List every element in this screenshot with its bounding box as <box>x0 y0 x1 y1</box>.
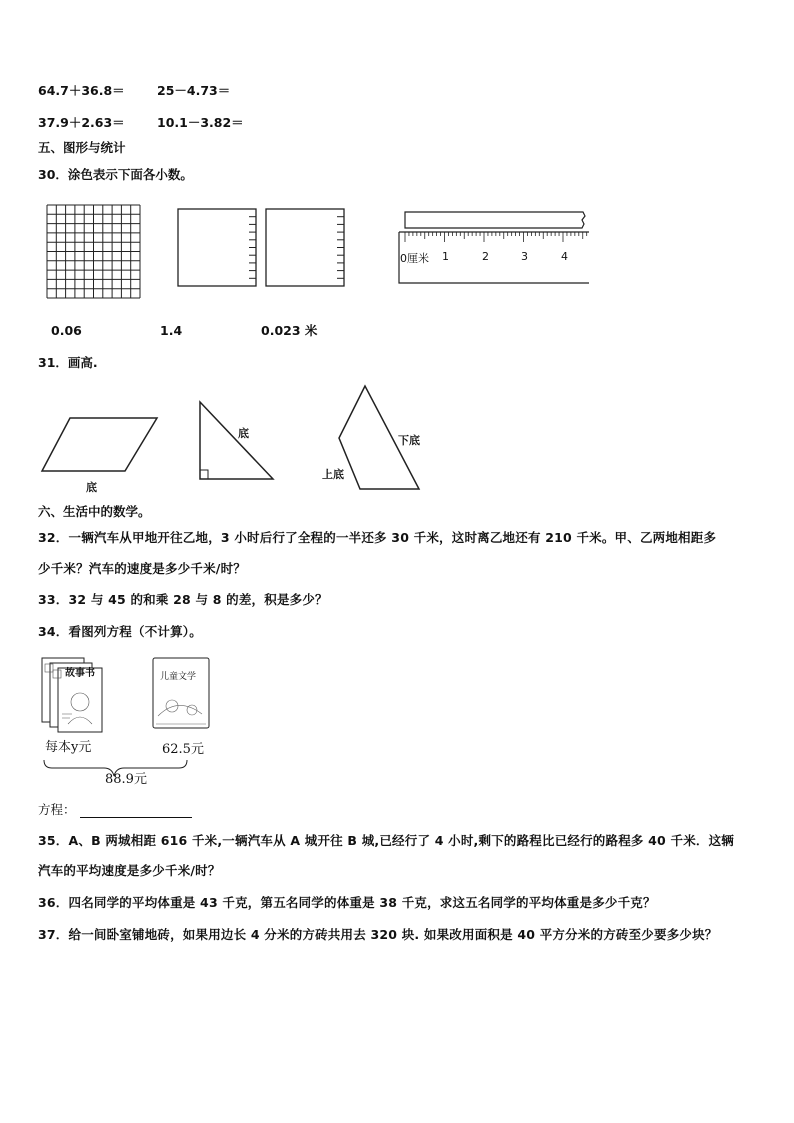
trapezoid-top-base-label: 上底 <box>322 468 344 481</box>
decimal-label-2: 1.4 <box>160 323 183 338</box>
calc-item-3: 37.9＋2.63＝ <box>38 115 125 130</box>
triangle-base-label: 底 <box>238 427 249 440</box>
question-32-line-1: 32．一辆汽车从甲地开往乙地，3 小时后行了全程的一半还多 30 千米，这时离乙地还有 210 千米。甲、乙两地相距多 <box>38 530 717 545</box>
ruler-tick-2: 2 <box>482 250 489 263</box>
decimal-label-3: 0.023 米 <box>261 323 318 338</box>
section-heading-5: 五、图形与统计 <box>38 140 126 155</box>
price-per-book-caption: 每本y元 <box>45 740 92 755</box>
meter-strip <box>405 212 585 228</box>
calc-item-2: 25－4.73＝ <box>157 83 231 98</box>
question-31: 31．画高. <box>38 355 98 370</box>
trapezoid-bottom-base-label: 下底 <box>398 434 420 447</box>
childrens-literature-title: 儿童文学 <box>160 672 197 682</box>
square-with-ticks-2 <box>265 208 347 288</box>
hundred-grid <box>46 204 142 302</box>
equation-label: 方程： <box>38 802 76 817</box>
question-35-line-2: 汽车的平均速度是多少千米/时？ <box>38 863 221 878</box>
question-32-line-2: 少千米？汽车的速度是多少千米/时？ <box>38 561 246 576</box>
equation-answer-blank[interactable] <box>80 805 192 818</box>
literature-price-caption: 62.5元 <box>162 742 204 757</box>
question-35-line-1: 35．A、B 两城相距 616 千米,一辆汽车从 A 城开往 B 城,已经行了 4 小时,剩下的路程比已经行的路程多 40 千米．这辆 <box>38 833 735 848</box>
question-34: 34．看图列方程（不计算）。 <box>38 624 202 639</box>
parallelogram-base-label: 底 <box>86 481 97 494</box>
right-triangle <box>196 399 278 483</box>
parallelogram <box>38 415 160 475</box>
ruler-tick-3: 3 <box>521 250 528 263</box>
calc-item-4: 10.1－3.82＝ <box>157 115 244 130</box>
ruler-tick-4: 4 <box>561 250 568 263</box>
calc-item-1: 64.7＋36.8＝ <box>38 83 125 98</box>
story-book-title: 故事书 <box>65 668 95 679</box>
question-33: 33．32 与 45 的和乘 28 与 8 的差，积是多少？ <box>38 592 328 607</box>
ruler-figure <box>397 209 593 287</box>
equation-line <box>38 802 192 818</box>
total-price-caption: 88.9元 <box>105 772 147 787</box>
ruler-tick-1: 1 <box>442 250 449 263</box>
square-with-ticks-1 <box>177 208 259 288</box>
decimal-label-1: 0.06 <box>51 323 82 338</box>
question-30: 30．涂色表示下面各小数。 <box>38 167 193 182</box>
question-37: 37．给一间卧室铺地砖，如果用边长 4 分米的方砖共用去 320 块. 如果改用面积是 40 平方分米的方砖至少要多少块？ <box>38 927 718 942</box>
ruler-unit-label: 0厘米 <box>400 252 429 265</box>
question-36: 36．四名同学的平均体重是 43 千克，第五名同学的体重是 38 千克，求这五名同学的平均体重是多少千克？ <box>38 895 656 910</box>
section-heading-6: 六、生活中的数学。 <box>38 504 151 519</box>
